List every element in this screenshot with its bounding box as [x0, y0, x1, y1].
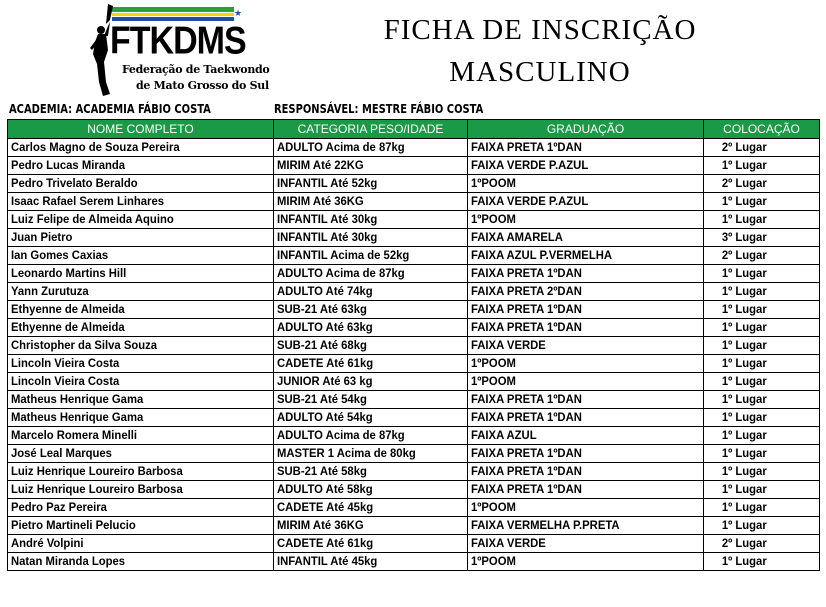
table-row — [8, 193, 820, 211]
cell-text: FAIXA VERMELHA P.PRETA — [471, 518, 620, 532]
cell-categoria — [274, 481, 468, 499]
cell-colocacao — [704, 535, 820, 553]
cell-text: Carlos Magno de Souza Pereira — [11, 140, 180, 154]
table-header-row — [8, 120, 820, 139]
cell-nome — [8, 139, 274, 157]
cell-text: FAIXA AMARELA — [471, 230, 563, 244]
cell-text: 1º Lugar — [722, 482, 767, 496]
cell-graduacao — [468, 139, 704, 157]
table-row — [8, 157, 820, 175]
cell-colocacao — [704, 211, 820, 229]
cell-text: 1ºPOOM — [471, 176, 516, 190]
cell-categoria — [274, 175, 468, 193]
cell-text: 1º Lugar — [722, 266, 767, 280]
cell-nome — [8, 409, 274, 427]
cell-text: Ethyenne de Almeida — [11, 320, 125, 334]
cell-categoria — [274, 355, 468, 373]
table-row — [8, 517, 820, 535]
table-row — [8, 553, 820, 571]
cell-categoria — [274, 157, 468, 175]
cell-nome — [8, 229, 274, 247]
cell-text: Lincoln Vieira Costa — [11, 374, 120, 388]
cell-graduacao — [468, 481, 704, 499]
cell-graduacao — [468, 355, 704, 373]
cell-colocacao — [704, 355, 820, 373]
table-row — [8, 301, 820, 319]
cell-graduacao — [468, 427, 704, 445]
cell-text: Leonardo Martins Hill — [11, 266, 127, 280]
cell-text: INFANTIL Até 45kg — [277, 554, 378, 568]
cell-text: FAIXA PRETA 1ºDAN — [471, 410, 582, 424]
cell-graduacao — [468, 193, 704, 211]
cell-categoria — [274, 517, 468, 535]
cell-text: 1ºPOOM — [471, 374, 516, 388]
table-row — [8, 355, 820, 373]
cell-colocacao — [704, 229, 820, 247]
cell-text: 1ºPOOM — [471, 212, 516, 226]
cell-graduacao — [468, 157, 704, 175]
cell-text: 1º Lugar — [722, 410, 767, 424]
table-row — [8, 391, 820, 409]
cell-graduacao — [468, 247, 704, 265]
cell-text: Pedro Trivelato Beraldo — [11, 176, 138, 190]
cell-colocacao — [704, 175, 820, 193]
table-row — [8, 481, 820, 499]
cell-text: Luiz Felipe de Almeida Aquino — [11, 212, 174, 226]
cell-text: Pedro Lucas Miranda — [11, 158, 126, 172]
cell-categoria — [274, 409, 468, 427]
cell-text: 1º Lugar — [722, 338, 767, 352]
cell-nome — [8, 481, 274, 499]
cell-categoria — [274, 139, 468, 157]
cell-text: Matheus Henrique Gama — [11, 392, 144, 406]
cell-categoria — [274, 247, 468, 265]
cell-text: Marcelo Romera Minelli — [11, 428, 138, 442]
cell-text: SUB-21 Até 54kg — [277, 392, 367, 406]
cell-colocacao — [704, 157, 820, 175]
cell-text: André Volpini — [11, 536, 84, 550]
cell-text: 1º Lugar — [722, 158, 767, 172]
cell-text: JUNIOR Até 63 kg — [277, 374, 373, 388]
cell-categoria — [274, 265, 468, 283]
cell-text: 2º Lugar — [722, 140, 767, 154]
cell-nome — [8, 193, 274, 211]
cell-text: 1ºPOOM — [471, 500, 516, 514]
cell-text: ADULTO Até 54kg — [277, 410, 373, 424]
cell-text: ADULTO Acima de 87kg — [277, 140, 405, 154]
cell-graduacao — [468, 499, 704, 517]
cell-text: ADULTO Até 58kg — [277, 482, 373, 496]
cell-colocacao — [704, 481, 820, 499]
cell-text: INFANTIL Até 30kg — [277, 212, 378, 226]
cell-nome — [8, 337, 274, 355]
cell-text: Ian Gomes Caxias — [11, 248, 109, 262]
table-row — [8, 283, 820, 301]
cell-text: MASTER 1 Acima de 80kg — [277, 446, 416, 460]
cell-graduacao — [468, 373, 704, 391]
ftkdms-logo — [84, 4, 270, 100]
cell-categoria — [274, 553, 468, 571]
cell-text: ADULTO Acima de 87kg — [277, 266, 405, 280]
cell-text: 1º Lugar — [722, 446, 767, 460]
cell-text: FAIXA VERDE P.AZUL — [471, 158, 589, 172]
cell-colocacao — [704, 499, 820, 517]
cell-text: Juan Pietro — [11, 230, 73, 244]
cell-text: INFANTIL Até 30kg — [277, 230, 378, 244]
cell-text: FAIXA AZUL — [471, 428, 537, 442]
cell-categoria — [274, 229, 468, 247]
cell-colocacao — [704, 337, 820, 355]
cell-nome — [8, 355, 274, 373]
cell-text: CADETE Até 61kg — [277, 536, 374, 550]
cell-text: FAIXA PRETA 1ºDAN — [471, 302, 582, 316]
cell-text: MIRIM Até 36KG — [277, 518, 364, 532]
cell-text: Isaac Rafael Serem Linhares — [11, 194, 164, 208]
cell-text: Christopher da Silva Souza — [11, 338, 158, 352]
cell-text: FAIXA PRETA 1ºDAN — [471, 392, 582, 406]
cell-text: FAIXA PRETA 1ºDAN — [471, 446, 582, 460]
cell-nome — [8, 301, 274, 319]
cell-text: 1º Lugar — [722, 284, 767, 298]
cell-categoria — [274, 463, 468, 481]
table-row — [8, 499, 820, 517]
cell-text: Pietro Martineli Pelucio — [11, 518, 136, 532]
cell-text: Ethyenne de Almeida — [11, 302, 125, 316]
cell-text: ADULTO Até 74kg — [277, 284, 373, 298]
cell-text: CADETE Até 61kg — [277, 356, 374, 370]
cell-nome — [8, 283, 274, 301]
cell-text: FAIXA VERDE — [471, 536, 546, 550]
table-body — [8, 139, 820, 571]
cell-text: 1º Lugar — [722, 518, 767, 532]
table-row — [8, 427, 820, 445]
cell-text: 2º Lugar — [722, 176, 767, 190]
cell-colocacao — [704, 427, 820, 445]
cell-text: MIRIM Até 22KG — [277, 158, 364, 172]
cell-text: 1º Lugar — [722, 374, 767, 388]
cell-colocacao — [704, 247, 820, 265]
cell-colocacao — [704, 517, 820, 535]
cell-nome — [8, 391, 274, 409]
cell-text: 1ºPOOM — [471, 356, 516, 370]
cell-text: 3º Lugar — [722, 230, 767, 244]
logo-stripe-green — [112, 7, 234, 12]
cell-categoria — [274, 211, 468, 229]
table-row — [8, 265, 820, 283]
table-row — [8, 319, 820, 337]
cell-categoria — [274, 445, 468, 463]
academia-label: ACADEMIA: ACADEMIA FÁBIO COSTA — [9, 102, 211, 116]
cell-nome — [8, 175, 274, 193]
cell-categoria — [274, 499, 468, 517]
cell-nome — [8, 373, 274, 391]
logo-subtitle-line2: de Mato Grosso do Sul — [136, 79, 269, 92]
cell-categoria — [274, 391, 468, 409]
cell-categoria — [274, 373, 468, 391]
cell-text: FAIXA PRETA 1ºDAN — [471, 266, 582, 280]
cell-text: 1º Lugar — [722, 212, 767, 226]
cell-categoria — [274, 337, 468, 355]
cell-nome — [8, 517, 274, 535]
cell-text: 1º Lugar — [722, 194, 767, 208]
cell-text: 1º Lugar — [722, 554, 767, 568]
table-row — [8, 247, 820, 265]
registration-table — [7, 119, 820, 571]
table-row — [8, 337, 820, 355]
cell-graduacao — [468, 409, 704, 427]
cell-graduacao — [468, 211, 704, 229]
table-row — [8, 229, 820, 247]
cell-graduacao — [468, 463, 704, 481]
header-nome: NOME COMPLETO — [8, 120, 274, 139]
page-subtitle: MASCULINO — [449, 56, 631, 88]
cell-categoria — [274, 193, 468, 211]
cell-graduacao — [468, 553, 704, 571]
table-row — [8, 535, 820, 553]
cell-nome — [8, 157, 274, 175]
cell-text: Matheus Henrique Gama — [11, 410, 144, 424]
cell-text: 1ºPOOM — [471, 554, 516, 568]
cell-text: FAIXA VERDE — [471, 338, 546, 352]
cell-text: 1º Lugar — [722, 302, 767, 316]
cell-colocacao — [704, 463, 820, 481]
cell-text: Pedro Paz Pereira — [11, 500, 107, 514]
cell-colocacao — [704, 553, 820, 571]
cell-text: 2º Lugar — [722, 248, 767, 262]
cell-text: FAIXA AZUL P.VERMELHA — [471, 248, 613, 262]
cell-text: 1º Lugar — [722, 320, 767, 334]
table-row — [8, 373, 820, 391]
cell-text: MIRIM Até 36KG — [277, 194, 364, 208]
cell-categoria — [274, 301, 468, 319]
cell-categoria — [274, 283, 468, 301]
cell-colocacao — [704, 391, 820, 409]
table-row — [8, 175, 820, 193]
table-row — [8, 445, 820, 463]
cell-nome — [8, 265, 274, 283]
responsavel-label: RESPONSÁVEL: MESTRE FÁBIO COSTA — [274, 102, 484, 116]
cell-text: 2º Lugar — [722, 536, 767, 550]
cell-categoria — [274, 535, 468, 553]
cell-text: Lincoln Vieira Costa — [11, 356, 120, 370]
table-row — [8, 211, 820, 229]
cell-colocacao — [704, 373, 820, 391]
cell-graduacao — [468, 517, 704, 535]
cell-colocacao — [704, 265, 820, 283]
cell-text: José Leal Marques — [11, 446, 112, 460]
cell-graduacao — [468, 319, 704, 337]
cell-graduacao — [468, 337, 704, 355]
cell-graduacao — [468, 265, 704, 283]
cell-text: CADETE Até 45kg — [277, 500, 374, 514]
cell-text: FAIXA PRETA 1ºDAN — [471, 320, 582, 334]
cell-colocacao — [704, 409, 820, 427]
cell-text: ADULTO Até 63kg — [277, 320, 373, 334]
page-title: FICHA DE INSCRIÇÃO — [383, 14, 697, 46]
cell-colocacao — [704, 193, 820, 211]
cell-text: SUB-21 Até 68kg — [277, 338, 367, 352]
cell-colocacao — [704, 283, 820, 301]
cell-nome — [8, 211, 274, 229]
cell-nome — [8, 445, 274, 463]
cell-nome — [8, 427, 274, 445]
header-categoria: CATEGORIA PESO/IDADE — [274, 120, 468, 139]
cell-nome — [8, 553, 274, 571]
cell-text: FAIXA VERDE P.AZUL — [471, 194, 589, 208]
cell-text: 1º Lugar — [722, 392, 767, 406]
header-graduacao: GRADUAÇÃO — [468, 120, 704, 139]
cell-text: INFANTIL Até 52kg — [277, 176, 378, 190]
cell-colocacao — [704, 301, 820, 319]
cell-colocacao — [704, 445, 820, 463]
cell-text: INFANTIL Acima de 52kg — [277, 248, 410, 262]
cell-text: SUB-21 Até 63kg — [277, 302, 367, 316]
cell-text: 1º Lugar — [722, 428, 767, 442]
header-colocacao: COLOCAÇÃO — [704, 120, 820, 139]
cell-graduacao — [468, 301, 704, 319]
cell-nome — [8, 247, 274, 265]
table-row — [8, 139, 820, 157]
logo-subtitle-line1: Federação de Taekwondo — [122, 63, 270, 76]
cell-text: 1º Lugar — [722, 464, 767, 478]
cell-text: FAIXA PRETA 1ºDAN — [471, 464, 582, 478]
logo-brand: FTKDMS — [110, 18, 246, 63]
cell-graduacao — [468, 229, 704, 247]
cell-nome — [8, 463, 274, 481]
cell-colocacao — [704, 319, 820, 337]
cell-nome — [8, 535, 274, 553]
cell-categoria — [274, 319, 468, 337]
cell-text: Yann Zurutuza — [11, 284, 89, 298]
cell-graduacao — [468, 445, 704, 463]
cell-nome — [8, 319, 274, 337]
cell-graduacao — [468, 283, 704, 301]
cell-text: Luiz Henrique Loureiro Barbosa — [11, 464, 183, 478]
table-row — [8, 409, 820, 427]
cell-text: FAIXA PRETA 1ºDAN — [471, 140, 582, 154]
cell-text: FAIXA PRETA 1ºDAN — [471, 482, 582, 496]
cell-text: 1º Lugar — [722, 500, 767, 514]
logo-stripe-yellow — [112, 13, 234, 16]
cell-text: 1º Lugar — [722, 356, 767, 370]
cell-text: FAIXA PRETA 2ºDAN — [471, 284, 582, 298]
cell-graduacao — [468, 175, 704, 193]
cell-graduacao — [468, 535, 704, 553]
cell-text: Natan Miranda Lopes — [11, 554, 126, 568]
cell-text: SUB-21 Até 58kg — [277, 464, 367, 478]
cell-graduacao — [468, 391, 704, 409]
cell-text: Luiz Henrique Loureiro Barbosa — [11, 482, 183, 496]
cell-categoria — [274, 427, 468, 445]
cell-nome — [8, 499, 274, 517]
cell-colocacao — [704, 139, 820, 157]
cell-text: ADULTO Acima de 87kg — [277, 428, 405, 442]
star-icon: ★ — [234, 8, 243, 18]
table-row — [8, 463, 820, 481]
